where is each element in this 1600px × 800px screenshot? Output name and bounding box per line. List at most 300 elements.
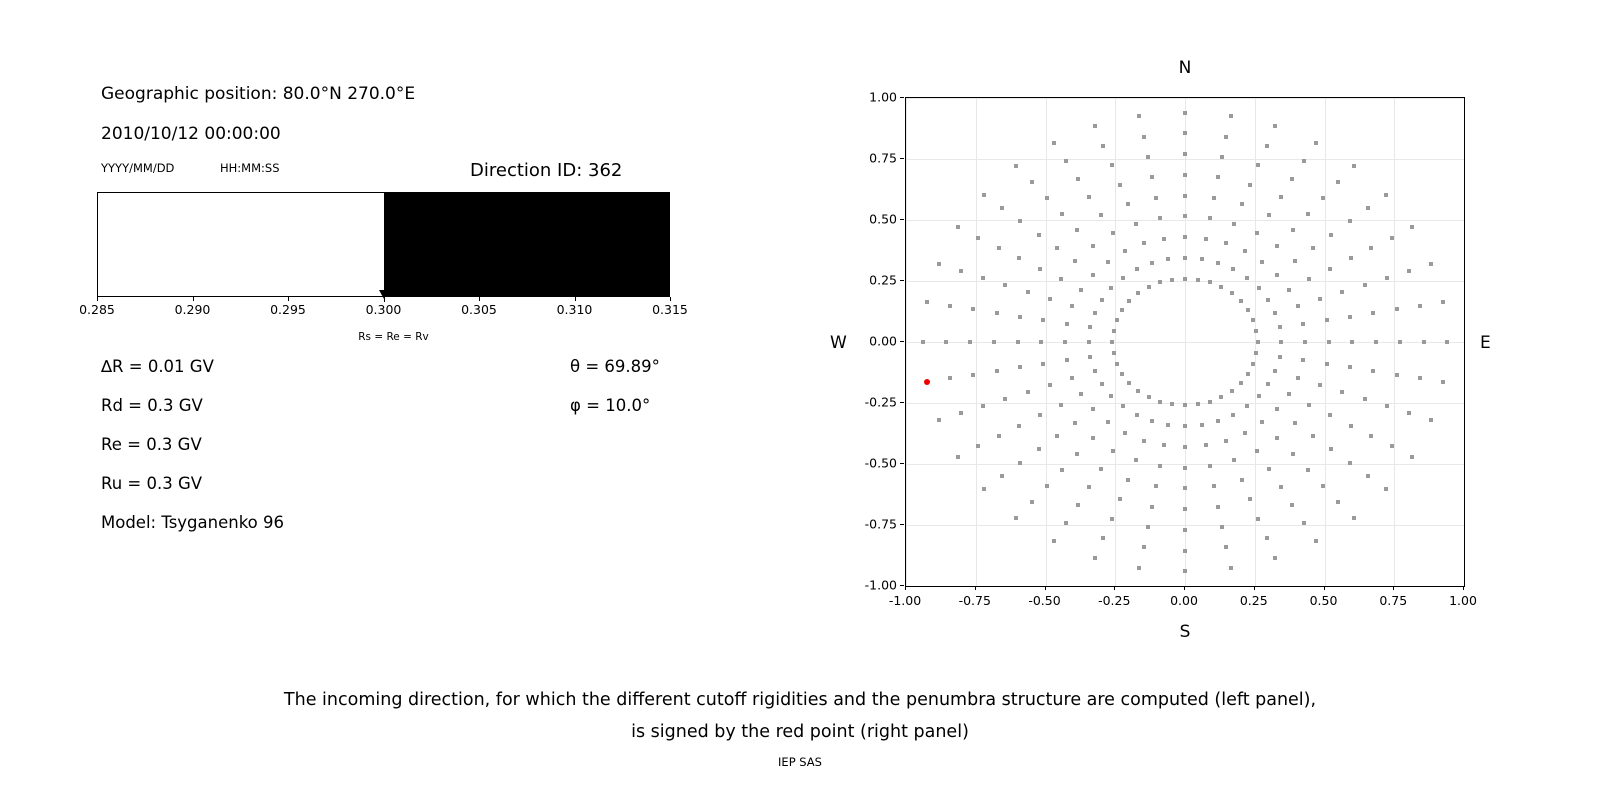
direction-point [1137,114,1141,118]
direction-point [1038,267,1042,271]
caption-line-1: The incoming direction, for which the different cutoff rigidities and the penumbra structure are computed (left panel), [283,690,1317,710]
direction-point [1275,244,1279,248]
direction-point [1275,407,1279,411]
direction-point [1246,372,1250,376]
direction-point [959,411,963,415]
direction-point [1037,233,1041,237]
direction-point [1273,369,1277,373]
direction-point [1111,231,1115,235]
direction-point [1075,452,1079,456]
direction-point [1321,196,1325,200]
direction-point [1441,300,1445,304]
direction-point [1256,517,1260,521]
direction-point [1251,318,1255,322]
direction-point [1422,340,1426,344]
direction-point [1183,235,1187,239]
direction-point [1248,497,1252,501]
direction-point [997,434,1001,438]
direction-point [1208,400,1212,404]
direction-point [1371,369,1375,373]
direction-point [1018,315,1022,319]
direction-point [1208,464,1212,468]
direction-point [1075,228,1079,232]
direction-point [976,444,980,448]
direction-point [1158,464,1162,468]
direction-point [1219,395,1223,399]
direction-point [1306,468,1310,472]
param-phi: φ = 10.0° [570,396,651,415]
direction-point [1115,362,1119,366]
direction-point [1142,545,1146,549]
direction-point [1183,173,1187,177]
sky-x-tick-mark [1324,586,1325,590]
direction-point [1291,452,1295,456]
direction-point [1240,478,1244,482]
direction-point [1038,413,1042,417]
direction-point [1384,487,1388,491]
direction-point [1208,216,1212,220]
direction-point [1418,304,1422,308]
direction-point [1118,497,1122,501]
direction-point [1325,318,1329,322]
compass-west-label: W [830,333,847,353]
direction-point [1170,278,1174,282]
direction-point [1418,376,1422,380]
direction-point [1123,431,1127,435]
sky-y-tick-label: 0.25 [869,272,897,288]
direction-point [1229,566,1233,570]
direction-point [1266,382,1270,386]
direction-point [971,373,975,377]
direction-point [1340,390,1344,394]
direction-point [1256,340,1260,344]
direction-point [1327,340,1331,344]
direction-point [1230,291,1234,295]
direction-point [1230,389,1234,393]
direction-point [1123,249,1127,253]
direction-point [1037,447,1041,451]
direction-point [1059,277,1063,281]
direction-point [1073,259,1077,263]
direction-point [1257,394,1261,398]
direction-point [1385,276,1389,280]
direction-point [1374,340,1378,344]
direction-point [1170,402,1174,406]
sky-y-tick-label: -0.25 [864,394,897,410]
penumbra-tick-mark [479,297,480,301]
direction-point [968,340,972,344]
penumbra-tick-mark [97,297,98,301]
direction-point [1254,351,1258,355]
direction-point [1352,516,1356,520]
direction-point [1003,283,1007,287]
direction-point [1111,449,1115,453]
sky-y-tick-mark [900,463,904,464]
param-delta-r: ∆R = 0.01 GV [101,357,214,376]
penumbra-tick-label: 0.285 [79,302,115,317]
direction-point [1026,390,1030,394]
direction-point [1287,288,1291,292]
direction-point [1183,131,1187,135]
direction-point [1112,351,1116,355]
direction-point [1093,311,1097,315]
direction-point [1137,566,1141,570]
direction-point [1200,423,1204,427]
direction-point [1055,434,1059,438]
direction-point [1109,394,1113,398]
caption-line-2: is signed by the red point (right panel) [631,722,969,742]
direction-point [982,193,986,197]
direction-point [1088,355,1092,359]
direction-point [1101,536,1105,540]
sky-x-tick-mark [1045,586,1046,590]
direction-point [1060,468,1064,472]
direction-point [1429,418,1433,422]
direction-point [1079,392,1083,396]
direction-point [1275,436,1279,440]
sky-x-tick-label: 1.00 [1449,593,1477,608]
direction-point [1127,381,1131,385]
direction-point [1183,214,1187,218]
direction-point [1120,372,1124,376]
sky-x-tick-mark [1254,586,1255,590]
direction-point [1329,447,1333,451]
direction-point [937,418,941,422]
direction-point [971,307,975,311]
direction-id-label: Direction ID: 362 [470,160,623,181]
direction-point [1265,536,1269,540]
direction-point [1302,521,1306,525]
direction-point [1219,285,1223,289]
direction-point [1279,340,1283,344]
sky-x-tick-mark [1114,586,1115,590]
direction-point [1336,180,1340,184]
param-re: Re = 0.3 GV [101,435,202,454]
param-rd: Rd = 0.3 GV [101,396,203,415]
direction-point [1239,299,1243,303]
direction-point [1183,152,1187,156]
direction-point [1216,419,1220,423]
direction-point [1196,402,1200,406]
direction-point [948,376,952,380]
direction-point [995,369,999,373]
penumbra-x-axis [79,297,688,327]
direction-point [1073,421,1077,425]
direction-point [1091,244,1095,248]
direction-point [1395,373,1399,377]
direction-point [1224,241,1228,245]
direction-point [1232,458,1236,462]
penumbra-tick-label: 0.290 [174,302,211,317]
direction-point [1026,290,1030,294]
direction-point [1243,431,1247,435]
penumbra-cutoff-marker-line [384,192,385,302]
param-theta: θ = 69.89° [570,357,660,376]
direction-point [1154,196,1158,200]
direction-point [1275,273,1279,277]
direction-point [1329,233,1333,237]
direction-point [1048,297,1052,301]
figure-caption [0,684,1600,748]
sky-x-tick-label: 0.00 [1170,593,1198,608]
direction-point [1318,297,1322,301]
param-model: Model: Tsyganenko 96 [101,513,285,532]
direction-point [1212,196,1216,200]
direction-point [1183,528,1187,532]
direction-point [1115,318,1119,322]
direction-point [1384,193,1388,197]
direction-point [1109,286,1113,290]
direction-point [1293,421,1297,425]
sky-y-tick-mark [900,585,904,586]
direction-point [1076,503,1080,507]
direction-point [1106,260,1110,264]
sky-x-tick-mark [905,586,906,590]
direction-point [1142,241,1146,245]
penumbra-allowed-band [384,193,670,296]
sky-x-tick-mark [1463,586,1464,590]
direction-point [1060,212,1064,216]
direction-point [1110,163,1114,167]
direction-point [1136,291,1140,295]
direction-point [948,304,952,308]
direction-point [1121,404,1125,408]
direction-point [1348,219,1352,223]
direction-point [1246,308,1250,312]
direction-point [1147,395,1151,399]
sky-y-tick-mark [900,524,904,525]
gridline-horizontal [906,525,1464,526]
direction-point [1302,159,1306,163]
direction-point [1307,403,1311,407]
direction-point [1134,458,1138,462]
direction-point [937,262,941,266]
direction-point [1220,155,1224,159]
direction-point [1278,325,1282,329]
sky-x-tick-label: -0.25 [1098,593,1131,608]
direction-point [1395,307,1399,311]
direction-point [1121,276,1125,280]
direction-point [1255,449,1259,453]
direction-point [1243,249,1247,253]
direction-point [1118,183,1122,187]
direction-point [1142,439,1146,443]
direction-point [1126,478,1130,482]
direction-point [976,236,980,240]
direction-point [1385,404,1389,408]
direction-point [1311,246,1315,250]
sky-x-tick-mark [1184,586,1185,590]
direction-point [1273,124,1277,128]
direction-point [1065,322,1069,326]
direction-point [1003,397,1007,401]
direction-point [1363,397,1367,401]
direction-point [1255,231,1259,235]
direction-point [1055,246,1059,250]
direction-point [1106,420,1110,424]
direction-point [1239,381,1243,385]
sky-y-tick-mark [900,402,904,403]
direction-point [1325,362,1329,366]
penumbra-tick-label: 0.310 [556,302,593,317]
sky-x-tick-label: 0.75 [1379,593,1408,608]
direction-point [1390,236,1394,240]
direction-point [1296,376,1300,380]
direction-point [1183,486,1187,490]
penumbra-tick-mark [288,297,289,301]
direction-point [1301,358,1305,362]
direction-point [1303,340,1307,344]
direction-point [1220,525,1224,529]
direction-point [1091,273,1095,277]
direction-point [1110,517,1114,521]
direction-point [1120,308,1124,312]
direction-point [1087,485,1091,489]
direction-point [1045,484,1049,488]
direction-point [1162,443,1166,447]
direction-point [1307,277,1311,281]
geographic-position-label: Geographic position: 80.0°N 270.0°E [101,84,416,104]
direction-point [1216,175,1220,179]
direction-point [1410,225,1414,229]
direction-point [1014,516,1018,520]
direction-point [1328,413,1332,417]
direction-point [1348,365,1352,369]
direction-point [1101,144,1105,148]
direction-point [1229,114,1233,118]
direction-point [1183,424,1187,428]
direction-point [1030,500,1034,504]
direction-point [1311,434,1315,438]
direction-point [1127,299,1131,303]
time-format-label: HH:MM:SS [220,161,280,175]
direction-point [1301,322,1305,326]
direction-point [1158,216,1162,220]
direction-point [1212,484,1216,488]
direction-point [1248,183,1252,187]
right-panel [800,0,1600,660]
direction-point [1216,261,1220,265]
direction-point [1260,260,1264,264]
direction-point [1318,383,1322,387]
direction-point [1366,474,1370,478]
direction-point [1366,206,1370,210]
sky-x-tick-label: 0.25 [1239,593,1268,608]
gridline-horizontal [906,220,1464,221]
sky-y-tick-mark [900,219,904,220]
direction-point [997,246,1001,250]
direction-point [1369,246,1373,250]
direction-point [1158,400,1162,404]
direction-point [1150,261,1154,265]
direction-point [959,269,963,273]
direction-point [1314,539,1318,543]
compass-south-label: S [1179,622,1191,642]
direction-point [1340,290,1344,294]
sky-y-tick-label: 0.00 [869,333,897,349]
direction-point [1398,340,1402,344]
date-format-label: YYYY/MM/DD [101,161,175,175]
direction-point [1349,424,1353,428]
direction-point [1183,507,1187,511]
direction-point [1087,340,1091,344]
direction-point [1166,257,1170,261]
direction-point [1000,474,1004,478]
direction-point [1279,485,1283,489]
direction-point [992,340,996,344]
sky-y-tick-label: 1.00 [869,89,897,105]
compass-east-label: E [1480,333,1491,353]
direction-point [1039,340,1043,344]
sky-y-tick-label: 0.50 [869,211,897,227]
direction-point [1224,135,1228,139]
direction-point [1314,141,1318,145]
direction-point [1204,443,1208,447]
direction-point [1293,259,1297,263]
direction-point [1232,222,1236,226]
gridline-horizontal [906,586,1464,587]
direction-point [1183,549,1187,553]
sky-x-tick-mark [1393,586,1394,590]
param-ru: Ru = 0.3 GV [101,474,203,493]
direction-point [1348,315,1352,319]
direction-point [1216,505,1220,509]
direction-point [1147,285,1151,289]
direction-point [1291,228,1295,232]
direction-point [1224,545,1228,549]
direction-point [1321,484,1325,488]
direction-point [1000,206,1004,210]
penumbra-tick-mark [384,297,385,301]
direction-point [1260,420,1264,424]
direction-point [1267,213,1271,217]
compass-north-label: N [1178,58,1192,78]
direction-point [1204,237,1208,241]
direction-point [1099,213,1103,217]
direction-point [1045,196,1049,200]
direction-point [1231,413,1235,417]
penumbra-tick-label: 0.295 [270,302,306,317]
direction-point [1290,177,1294,181]
direction-point [956,455,960,459]
datetime-label: 2010/10/12 00:00:00 [101,124,281,144]
footer-credit: IEP SAS [778,755,822,769]
penumbra-tick-label: 0.305 [461,302,497,317]
direction-point [1410,455,1414,459]
direction-point [1183,445,1187,449]
direction-point [1265,144,1269,148]
gridline-vertical [1464,98,1465,586]
direction-point [1136,389,1140,393]
direction-point [1099,467,1103,471]
direction-point [1407,269,1411,273]
direction-point [1017,424,1021,428]
direction-point [1100,382,1104,386]
left-panel [0,0,760,660]
direction-point [1059,403,1063,407]
direction-point [1200,257,1204,261]
penumbra-tick-label: 0.300 [365,302,402,317]
direction-point [1014,164,1018,168]
direction-point [1070,304,1074,308]
sky-x-tick-label: 0.50 [1309,593,1338,608]
sky-y-tick-label: -1.00 [864,577,897,593]
direction-point [1135,413,1139,417]
direction-point [1018,219,1022,223]
direction-point [1093,124,1097,128]
direction-point [982,487,986,491]
direction-point [1256,163,1260,167]
